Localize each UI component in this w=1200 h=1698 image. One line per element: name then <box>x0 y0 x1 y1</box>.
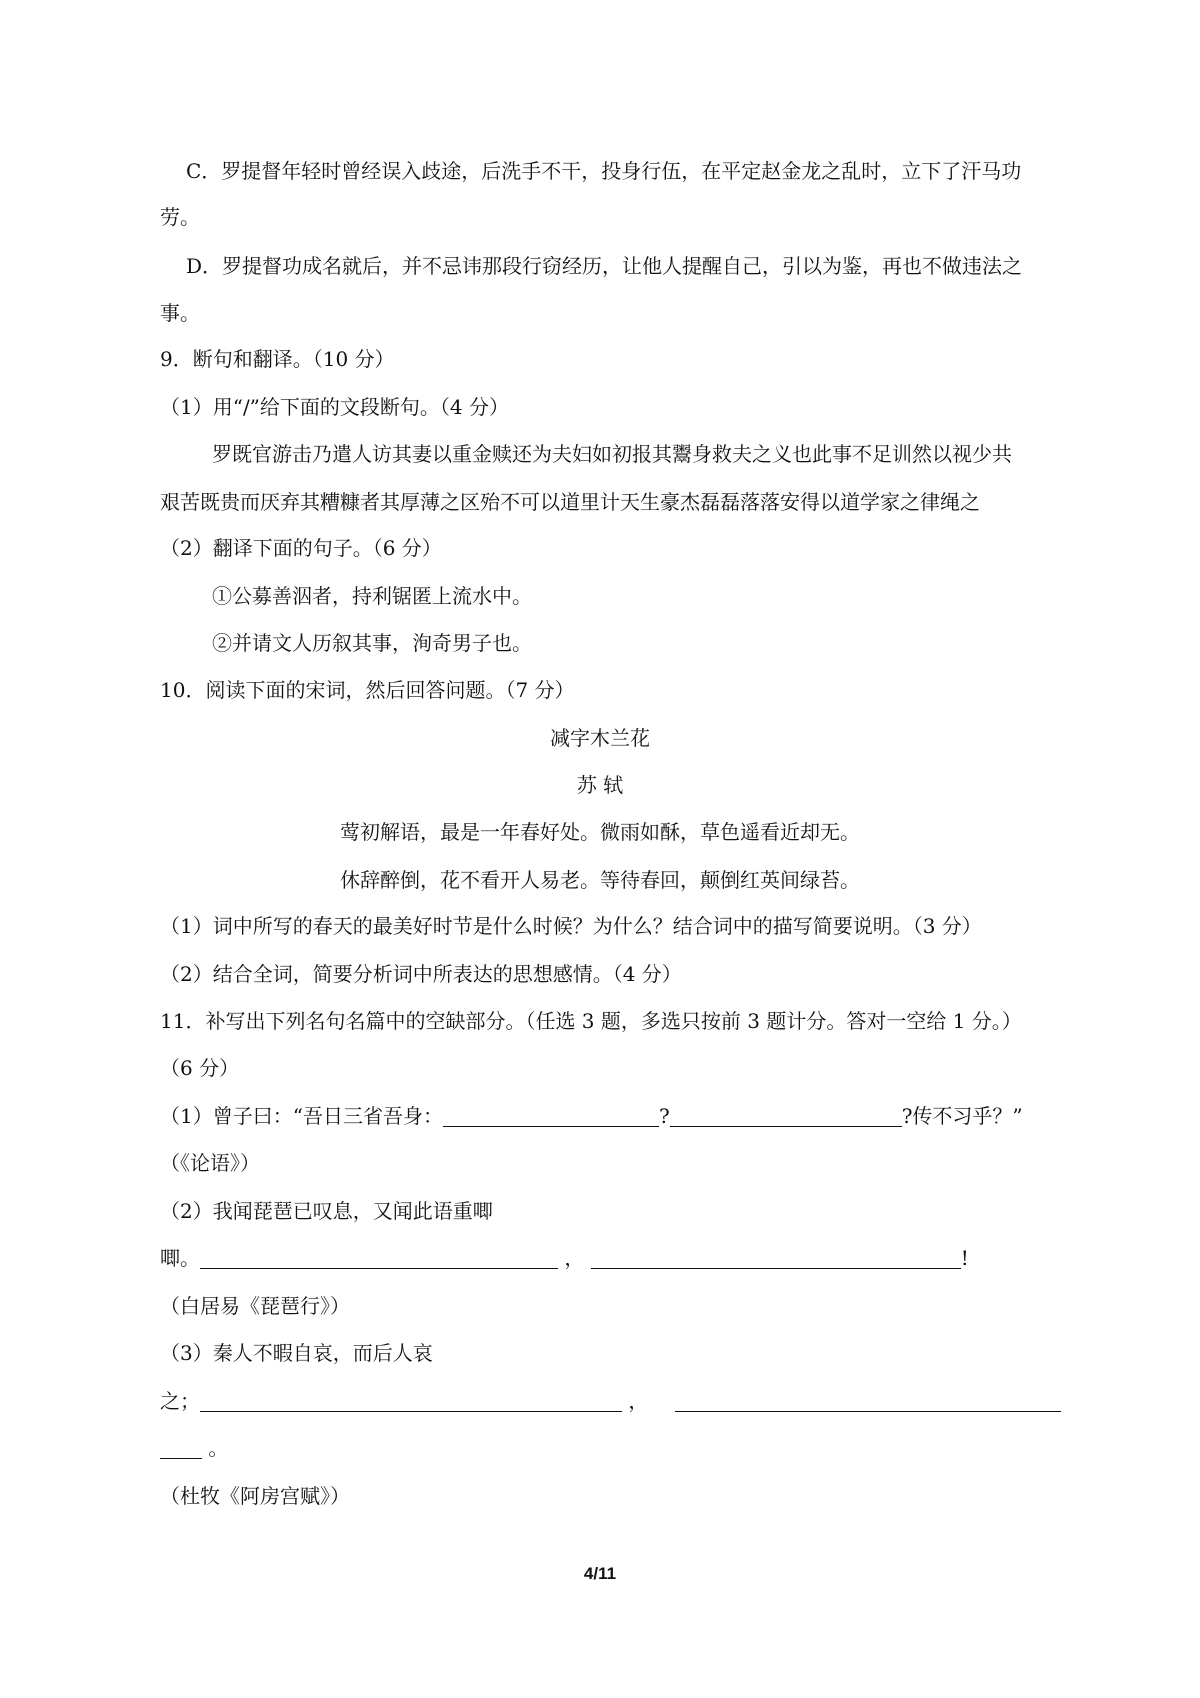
q11-item2-comma: ， <box>564 1246 585 1270</box>
q10-sub1: （1）词中所写的春天的最美好时节是什么时候？为什么？结合词中的描写简要说明。（3 分） <box>160 914 982 938</box>
q11-item2-end: ! <box>960 1246 969 1270</box>
q11-item3-comma: ， <box>628 1389 649 1413</box>
poem-title: 减字木兰花 <box>550 726 650 750</box>
q11-item3 <box>160 1387 1060 1415</box>
q11-item3-blank2[interactable] <box>675 1389 1061 1412</box>
q9-passage-line1: 罗既官游击乃遣人访其妻以重金赎还为夫妇如初报其鬻身救夫之义也此事不足训然以视少共 <box>212 442 1012 466</box>
q11-item3-continuation <box>160 1434 1060 1462</box>
q11-item3-source: （杜牧《阿房宫赋》） <box>160 1484 350 1508</box>
q8-option-c-line2: 劳。 <box>160 205 200 229</box>
q10-title: 10．阅读下面的宋词，然后回答问题。（7 分） <box>160 678 575 702</box>
q9-passage-line2: 艰苦既贵而厌弃其糟糠者其厚薄之区殆不可以道里计天生豪杰磊磊落落安得以道学家之律绳之 <box>160 490 980 514</box>
q11-item2-blank1[interactable] <box>200 1246 558 1269</box>
q11-points: （6 分） <box>160 1056 240 1080</box>
q9-sub1: （1）用“/”给下面的文段断句。（4 分） <box>160 395 509 419</box>
q11-item3-blank1[interactable] <box>200 1389 622 1412</box>
q9-sub2: （2）翻译下面的句子。（6 分） <box>160 536 442 560</box>
q11-item2-source: （白居易《琵琶行》） <box>160 1294 350 1318</box>
q11-item1-prefix: （1）曾子曰：“吾日三省吾身： <box>160 1104 443 1128</box>
q11-item3-cont: 之； <box>160 1389 200 1413</box>
page-number: 4/11 <box>583 1564 617 1583</box>
poem-line2: 休辞醉倒，花不看开人易老。等待春回，颠倒红英间绿苔。 <box>340 868 860 892</box>
q8-option-d-line2: 事。 <box>160 301 200 325</box>
q11-item3-end: 。 <box>208 1436 229 1460</box>
q11-item1-mid: ? <box>658 1104 670 1128</box>
q9-sentence1: ①公募善泅者，持利锯匿上流水中。 <box>212 584 532 608</box>
q11-item2-cont: 唧。 <box>160 1246 200 1270</box>
q8-option-c-line1: C．罗提督年轻时曾经误入歧途，后洗手不干，投身行伍，在平定赵金龙之乱时，立下了汗马功 <box>186 159 1022 183</box>
poem-line1: 莺初解语，最是一年春好处。微雨如酥，草色遥看近却无。 <box>340 820 860 844</box>
q8-option-d-line1: D．罗提督功成名就后，并不忌讳那段行窃经历，让他人提醒自己，引以为鉴，再也不做违法之 <box>186 254 1023 278</box>
q10-sub2: （2）结合全词，简要分析词中所表达的思想感情。（4 分） <box>160 962 682 986</box>
q11-item2-prefix: （2）我闻琵琶已叹息，又闻此语重唧 <box>160 1199 493 1223</box>
q11-item1-blank2[interactable] <box>670 1104 902 1127</box>
q11-item1-blank1[interactable] <box>443 1104 659 1127</box>
poem-author: 苏 轼 <box>576 773 624 797</box>
q11-item1 <box>160 1102 1060 1130</box>
q11-item2-blank2[interactable] <box>591 1246 961 1269</box>
q9-sentence2: ②并请文人历叙其事，洵奇男子也。 <box>212 631 532 655</box>
q11-item1-source: （《论语》） <box>160 1151 260 1175</box>
q11-item3-blank2-end[interactable] <box>160 1436 202 1459</box>
q11-item3-prefix: （3）秦人不暇自哀，而后人哀 <box>160 1341 433 1365</box>
q11-title: 11．补写出下列名句名篇中的空缺部分。（任选 3 题，多选只按前 3 题计分。答对一空给 1 分。） <box>160 1009 1022 1033</box>
q11-item2 <box>160 1244 1060 1272</box>
q9-title: 9．断句和翻译。（10 分） <box>160 347 395 371</box>
q11-item1-suffix: ?传不习乎？” <box>901 1104 1023 1128</box>
